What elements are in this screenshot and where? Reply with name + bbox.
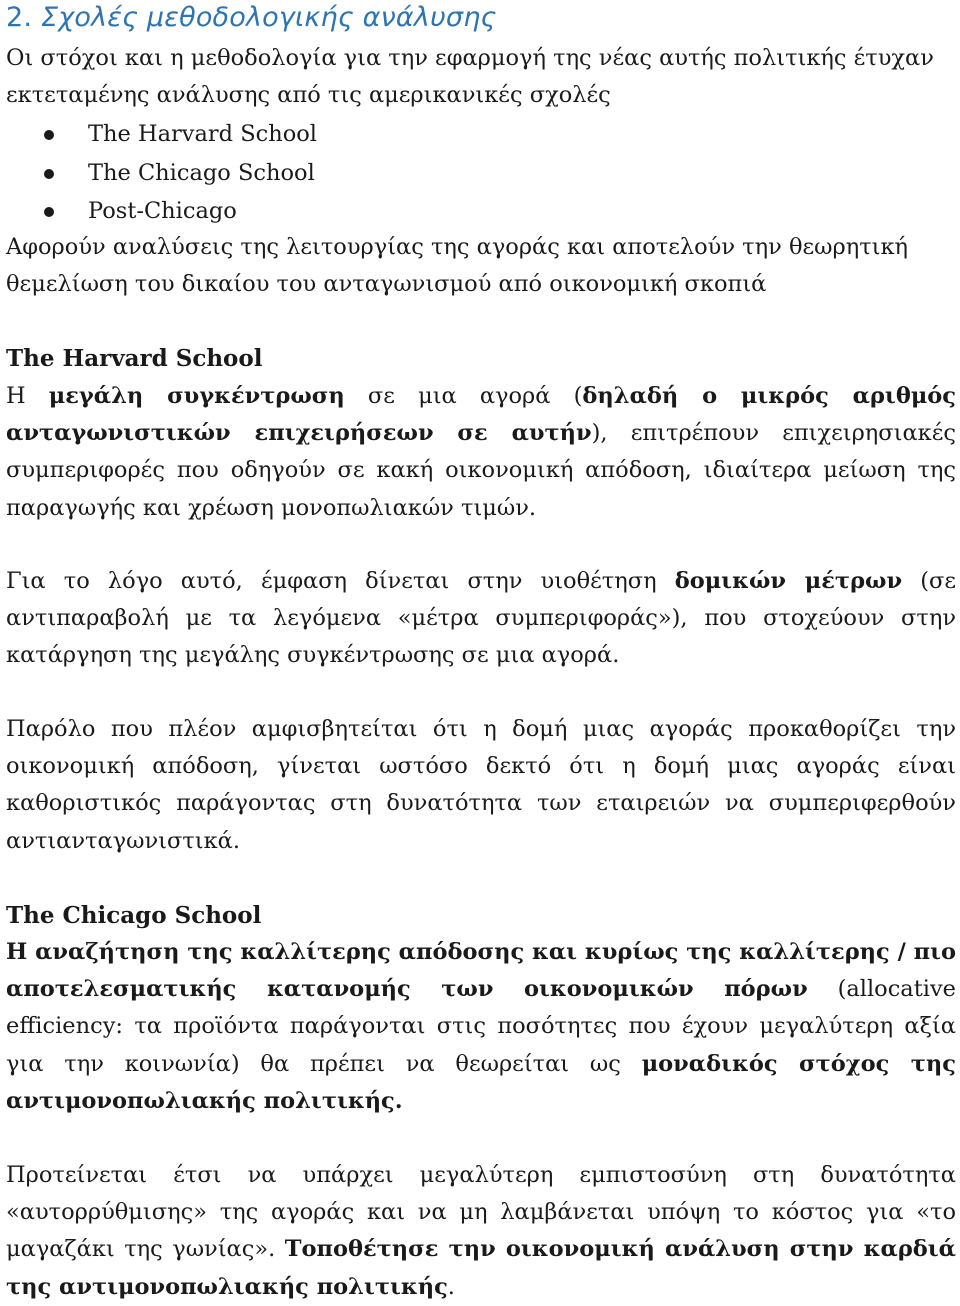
list-item: The Harvard School [6,115,956,154]
bullet-icon [44,207,54,217]
intro-paragraph: Οι στόχοι και η μεθοδολογία για την εφαρμογή της νέας αυτής πολιτικής έτυχαν εκτεταμένης ανάλυσης από τις αμερικανικές σχολές [6,45,934,109]
harvard-title: The Harvard School [6,345,263,372]
list-item: The Chicago School [6,154,956,193]
harvard-paragraph-2: Για το λόγο αυτό, έμφαση δίνεται στην υιοθέτηση δομικών μέτρων (σε αντιπαραβολή με τα λεγόμενα «μέτρα συμπεριφοράς»), που στοχεύουν στην κατάργηση της μεγάλης συγκέντρωσης σε μια αγορά. [6,568,957,669]
bullet-icon [44,130,54,140]
bullet-icon [44,169,54,179]
harvard-paragraph-1: Η μεγάλη συγκέντρωση σε μια αγορά (δηλαδή ο μικρός αριθμός ανταγωνιστικών επιχειρήσεων σε αυτήν), επιτρέπουν επιχειρησιακές συμπεριφορές που οδηγούν σε κακή οικονομική απόδοση, ιδιαίτερα μείωση της παραγωγής και χρέωση μονοπωλιακών τιμών. [6,383,956,521]
schools-list [6,115,956,231]
section-heading [6,0,497,36]
chicago-title: The Chicago School [6,902,262,929]
section-number: 2. [6,2,33,33]
harvard-paragraph-3: Παρόλο που πλέον αμφισβητείται ότι η δομή μιας αγοράς προκαθορίζει την οικονομική απόδοση, γίνεται ωστόσο δεκτό ότι η δομή μιας αγοράς είναι καθοριστικός παράγοντας στη δυνατότητα των εταιρειών να συμπεριφερθούν αντιανταγωνιστικά. [6,716,956,854]
chicago-paragraph-2: Προτείνεται έτσι να υπάρχει μεγαλύτερη εμπιστοσύνη στη δυνατότητα «αυτορρύθμισης» της αγοράς και να μη λαμβάνεται υπόψη το κόστος για «το μαγαζάκι της γωνίας». Τοποθέτησε την οικονομική ανάλυση στην καρδιά της αντιμονοπωλιακής πολιτικής. [6,1162,956,1300]
chicago-paragraph-1: Η αναζήτηση της καλλίτερης απόδοσης και κυρίως της καλλίτερης / πιο αποτελεσματικής κατανομής των οικονομικών πόρων (allocative efficiency: τα προϊόντα παράγονται στις ποσότητες που έχουν μεγαλύτερη αξία για την κοινωνία) θα πρέπει να θεωρείται ως μοναδικός στόχος της αντιμονοπωλιακής πολιτικής. [6,939,956,1114]
intro2-paragraph: Αφορούν αναλύσεις της λειτουργίας της αγοράς και αποτελούν την θεωρητική θεμελίωση του δικαίου του ανταγωνισμού από οικονομική σκοπιά [6,234,909,298]
list-item: Post-Chicago [6,192,956,231]
section-title: Σχολές μεθοδολογικής ανάλυσης [40,2,497,33]
